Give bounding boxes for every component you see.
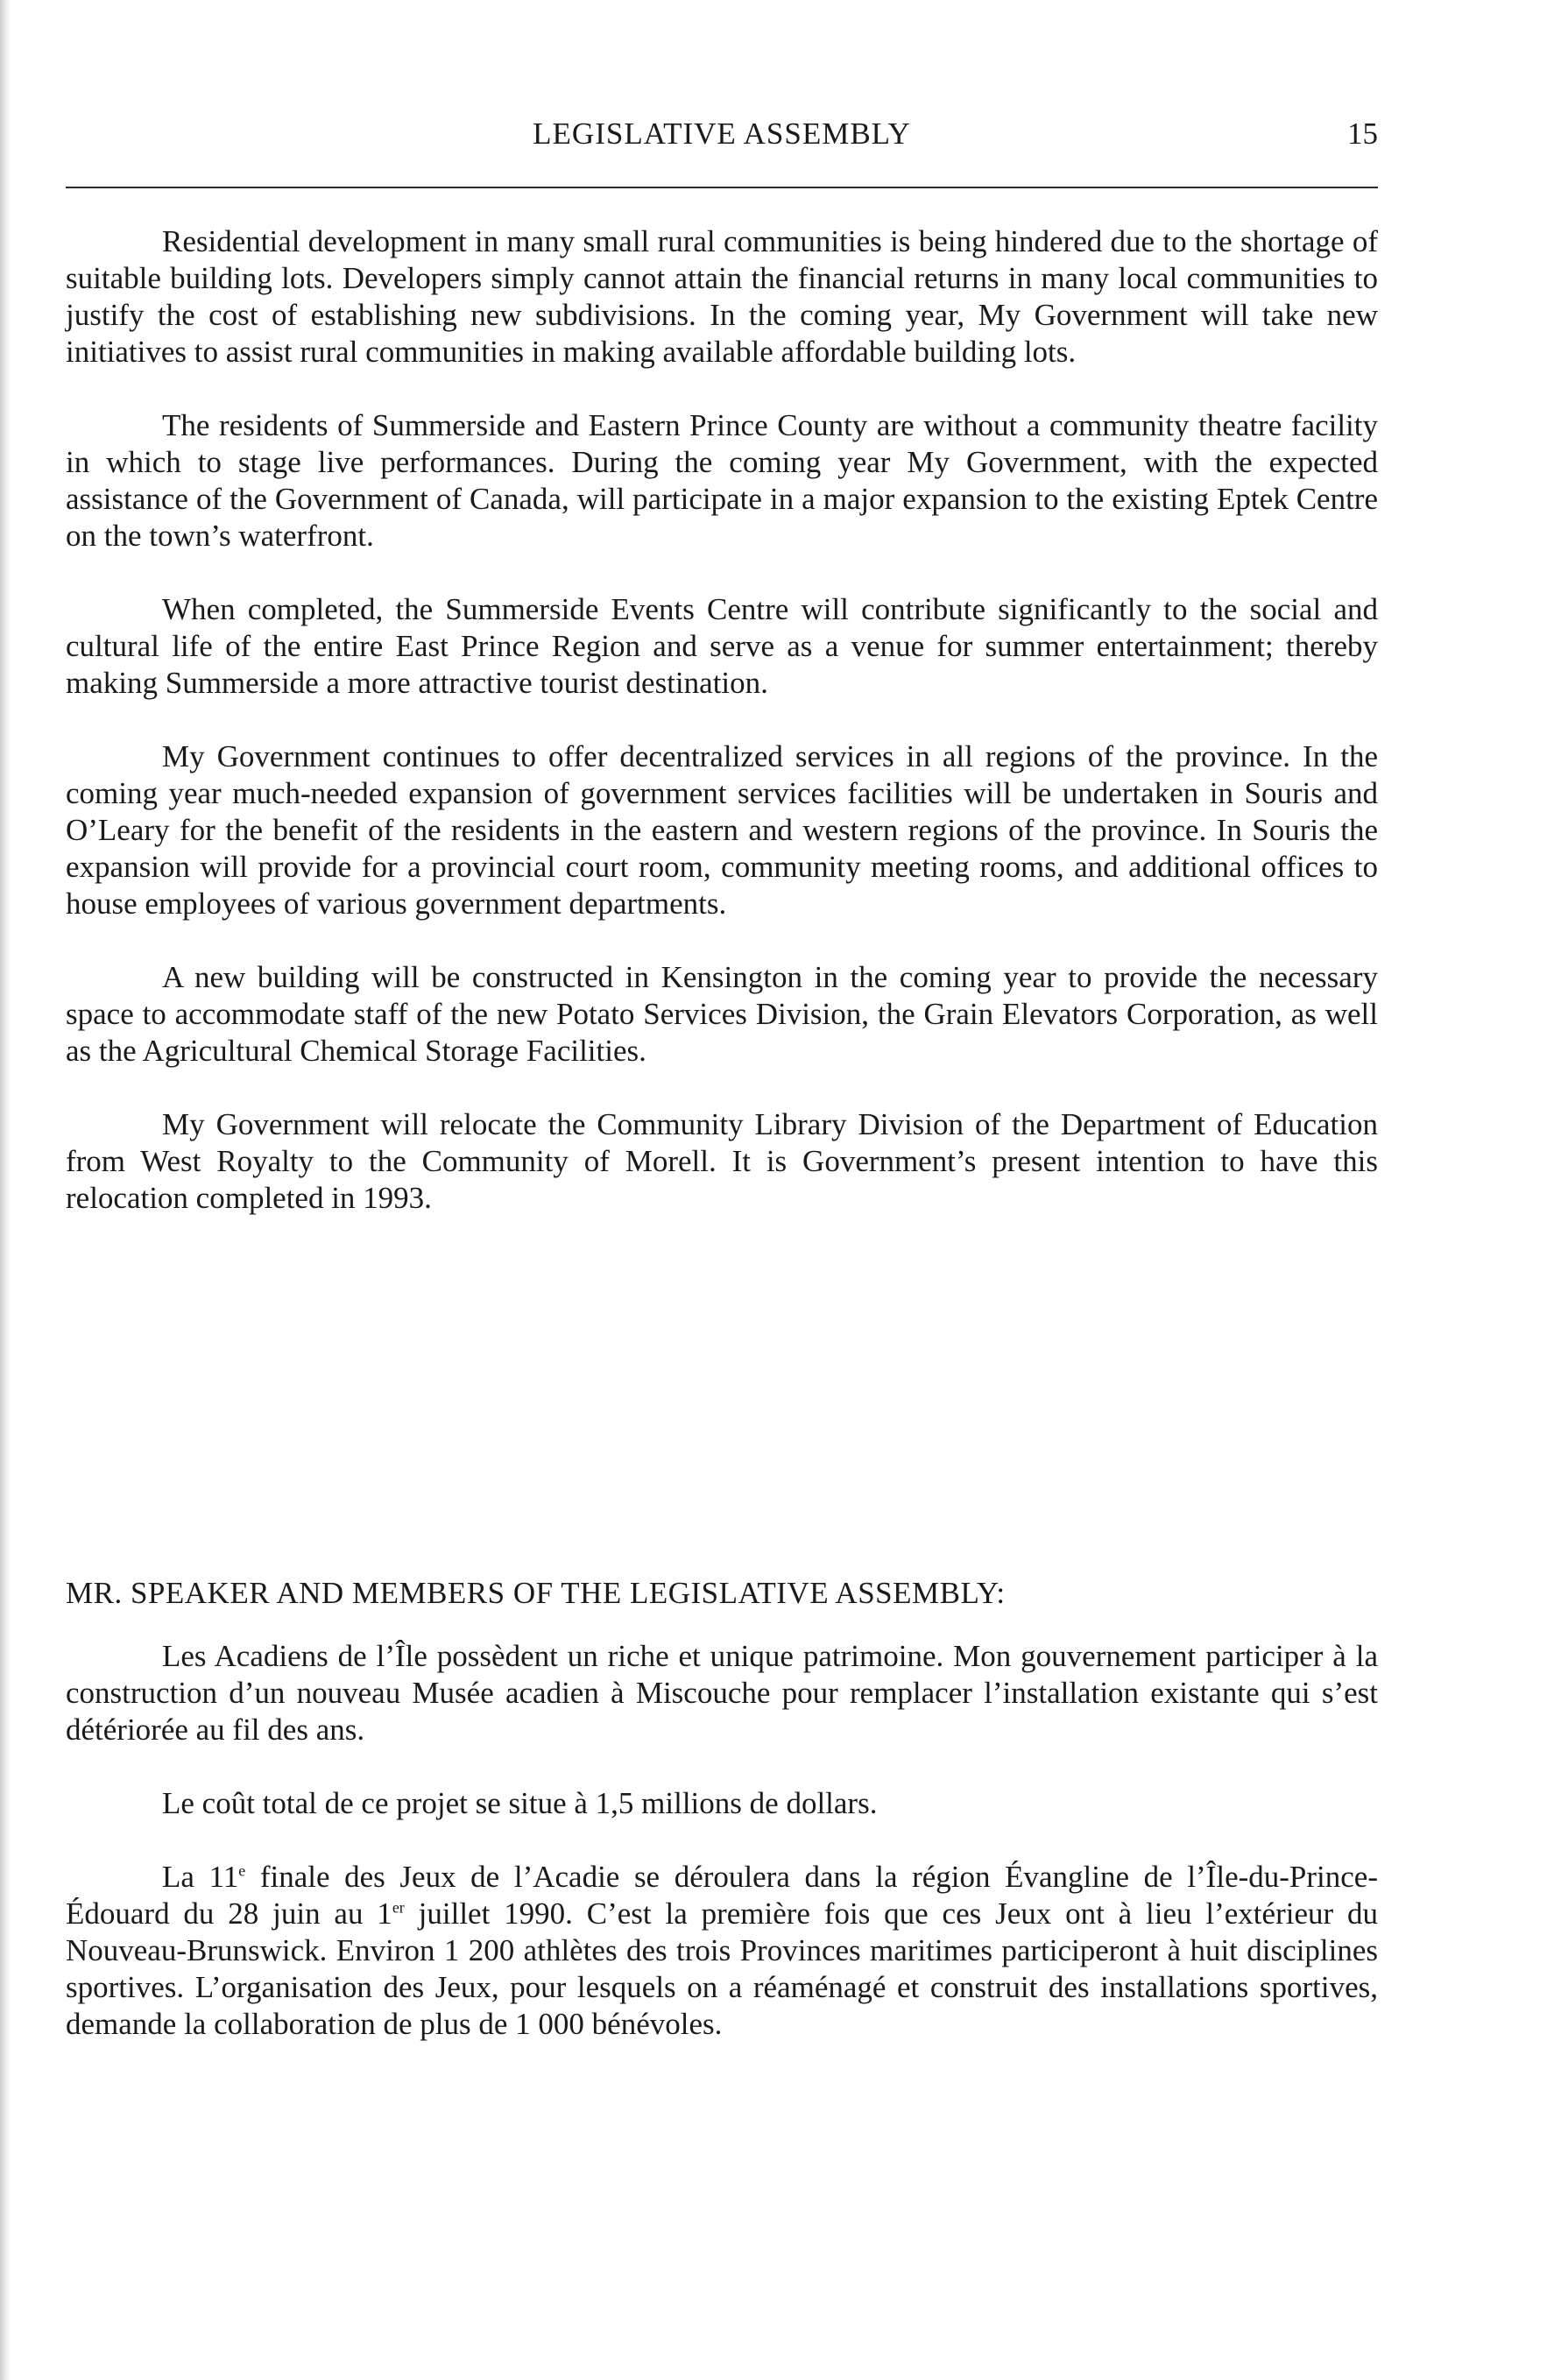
paragraph-musee-acadien: Les Acadiens de l’Île possèdent un riche et unique patrimoine. Mon gouvernement participer à la construction d’un nouveau Musée acadien à Miscouche pour remplacer l’installation existante qui s’est détériorée au fil des ans. <box>66 1639 1378 1747</box>
paragraph-decentralized-services: My Government continues to offer decentralized services in all regions of the province. In the coming year much-needed expansion of government services facilities will be undertaken in Souris and O’Leary for the benefit of the residents in the eastern and western regions of the province. In Souris the expansion will provide for a provincial court room, community meeting rooms, and additional offices to house employees of various government departments. <box>66 739 1378 921</box>
french-body <box>66 1638 1378 2043</box>
paragraph-events-centre: When completed, the Summerside Events Centre will contribute significantly to the social and cultural life of the entire East Prince Region and serve as a venue for summer entertainment; thereby making Summerside a more attractive tourist destination. <box>66 592 1378 700</box>
jeux-text-part-1: La 11 <box>162 1860 239 1894</box>
jeux-text-part-3: juillet 1990. C’est la première fois que ces Jeux ont à lieu l’extérieur du Nouveau-Brunswick. Environ 1 200 athlètes des trois Provinces maritimes participeront à huit disciplines sportives. L’organisation des Jeux, pour lesquels on a réaménagé et construit des installations sportives, demande la collaboration de plus de 1 000 bénévoles. <box>66 1896 1378 2041</box>
paragraph-cout-total: Le coût total de ce projet se situe à 1,5 millions de dollars. <box>162 1786 878 1820</box>
running-header <box>66 112 1378 156</box>
paragraph-kensington-building: A new building will be constructed in Kensington in the coming year to provide the necessary space to accommodate staff of the new Potato Services Division, the Grain Elevators Corporation, as well as the Agricultural Chemical Storage Facilities. <box>66 960 1378 1068</box>
ordinal-superscript-er: er <box>392 1898 405 1917</box>
scan-edge-shadow <box>0 0 11 2380</box>
jeux-text-part-2: finale des Jeux de l’Acadie se déroulera dans la région Évangline de l’Île-du-Prince-Édouard du 28 juin au 1 <box>66 1860 1378 1931</box>
running-title: LEGISLATIVE ASSEMBLY <box>533 117 911 151</box>
paragraph-jeux-acadie <box>66 1859 1378 2043</box>
page-number: 15 <box>1347 117 1378 151</box>
english-body <box>66 223 1378 1217</box>
ordinal-superscript-e: e <box>238 1861 246 1880</box>
header-rule <box>66 187 1378 188</box>
paragraph-library-relocation: My Government will relocate the Community Library Division of the Department of Education from West Royalty to the Community of Morell. It is Government’s present intention to have this relocation completed in 1993. <box>66 1107 1378 1215</box>
paragraph-community-theatre: The residents of Summerside and Eastern Prince County are without a community theatre facility in which to stage live performances. During the coming year My Government, with the expected assistance of the Government of Canada, will participate in a major expansion to the existing Eptek Centre on the town’s waterfront. <box>66 408 1378 553</box>
section-heading: MR. SPEAKER AND MEMBERS OF THE LEGISLATIVE ASSEMBLY: <box>66 1576 1006 1610</box>
paragraph-rural-building-lots: Residential development in many small rural communities is being hindered due to the shortage of suitable building lots. Developers simply cannot attain the financial returns in many local communities to justify the cost of establishing new subdivisions. In the coming year, My Government will take new initiatives to assist rural communities in making available affordable building lots. <box>66 224 1378 369</box>
